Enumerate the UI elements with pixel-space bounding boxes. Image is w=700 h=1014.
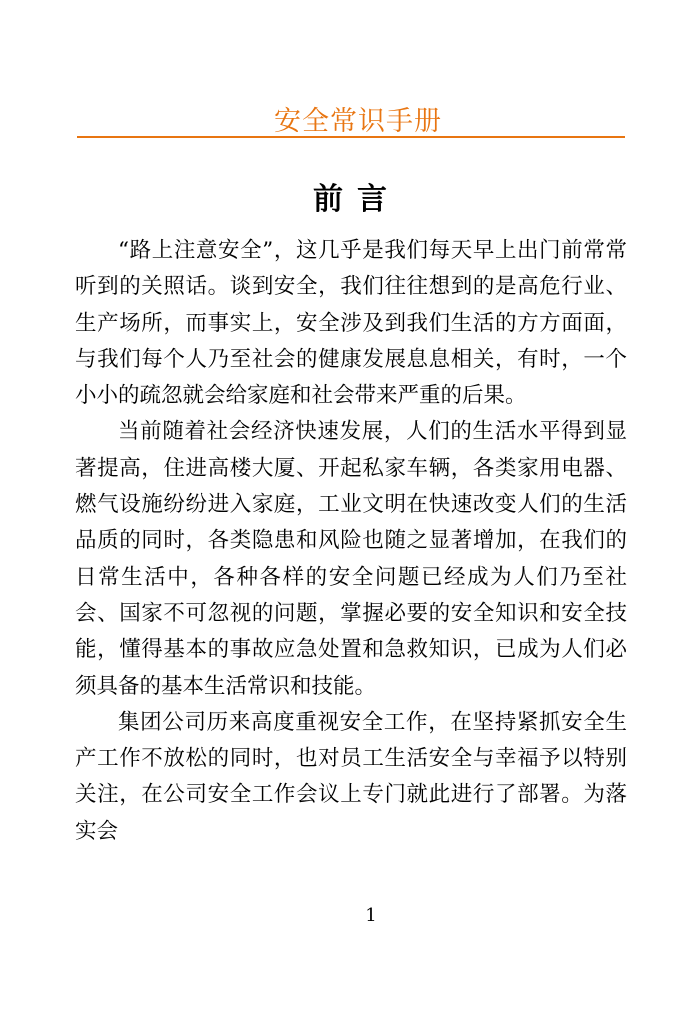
page-number: 1 — [365, 905, 377, 926]
header-divider — [77, 136, 625, 138]
paragraph: “路上注意安全”，这几乎是我们每天早上出门前常常听到的关照话。谈到安全，我们往往想到的是高危行业、生产场所，而事实上，安全涉及到我们生活的方方面面，与我们每个人乃至社会的健康发展息息相关，有时，一个小小的疏忽就会给家庭和社会带来严重的后果。 — [75, 238, 627, 409]
paragraph: 当前随着社会经济快速发展，人们的生活水平得到显著提高，住进高楼大厦、开起私家车辆，各类家用电器、燃气设施纷纷进入家庭，工业文明在快速改变人们的生活品质的同时，各类隐患和风险也随之显著增加，在我们的日常生活中，各种各样的安全问题已经成为人们乃至社会、国家不可忽视的问题，掌握必要的安全知识和安全技能，懂得基本的事故应急处置和急救知识，已成为人们必须具备的基本生活常识和技能。 — [75, 419, 627, 699]
section-title: 前言 — [313, 182, 401, 217]
running-header-title: 安全常识手册 — [274, 106, 442, 137]
body-text — [75, 233, 627, 850]
paragraph: 集团公司历来高度重视安全工作，在坚持紧抓安全生产工作不放松的同时，也对员工生活安全与幸福予以特别关注，在公司安全工作会议上专门就此进行了部署。为落实会 — [75, 709, 627, 844]
